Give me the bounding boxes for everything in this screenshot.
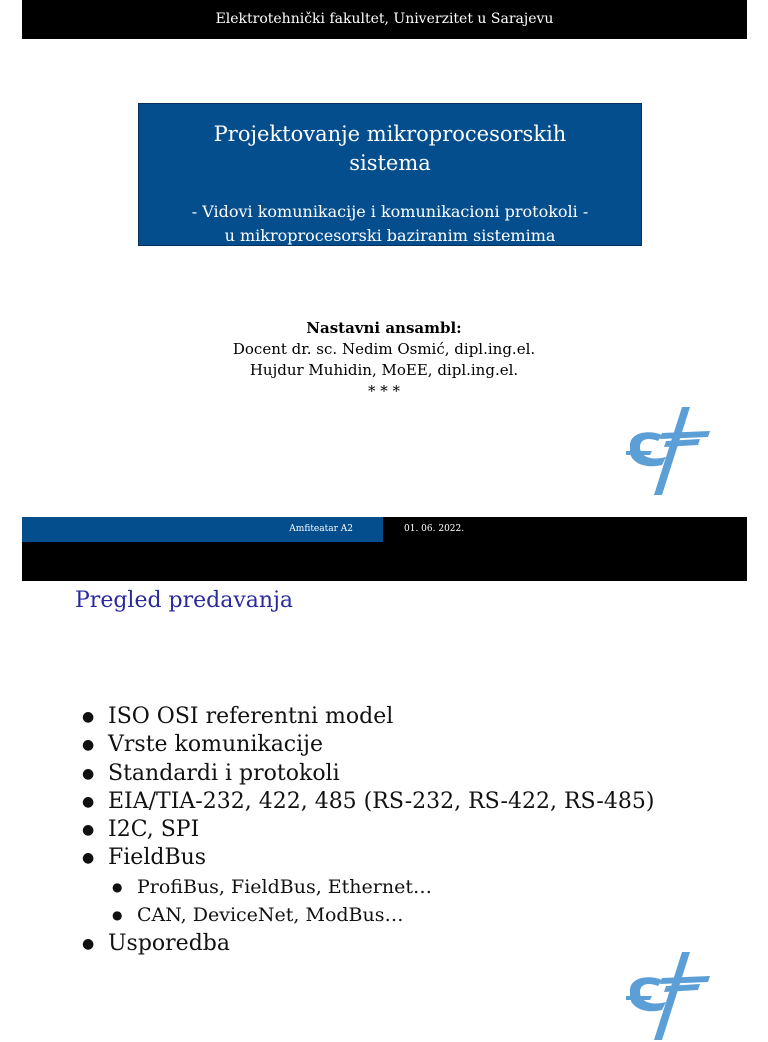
overview-title: Pregled predavanja: [75, 588, 294, 613]
list-item: ● FieldBus: [78, 844, 738, 872]
overview-list: [78, 703, 738, 958]
presentation-subtitle: [139, 200, 641, 248]
institution-header: [22, 0, 747, 39]
team-member-1: Docent dr. sc. Nedim Osmić, dipl.ing.el.: [232, 340, 536, 358]
subtitle-line-1: - Vidovi komunikacije i komunikacioni protokoli -: [191, 202, 589, 221]
list-item: ● Standardi i protokoli: [78, 760, 738, 788]
bullet-icon: ●: [82, 765, 95, 782]
etf-logo-icon: [622, 405, 714, 497]
title-box: [138, 103, 642, 246]
sub-list-item: ● CAN, DeviceNet, ModBus…: [78, 901, 738, 930]
team-member-2: Hujdur Muhidin, MoEE, dipl.ing.el.: [249, 361, 519, 379]
teaching-team: [0, 318, 768, 402]
bullet-icon: ●: [82, 850, 95, 867]
title-line-2: sistema: [349, 151, 431, 175]
sub-list-item: ● ProfiBus, FieldBus, Ethernet…: [78, 873, 738, 902]
bullet-icon: ●: [82, 737, 95, 754]
bullet-icon: ●: [112, 908, 123, 923]
bullet-icon: ●: [82, 935, 95, 952]
title-slide-footer: [22, 517, 747, 581]
bullet-icon: ●: [82, 793, 95, 810]
team-heading: Nastavni ansambl:: [306, 319, 462, 337]
etf-logo-icon: [622, 950, 714, 1042]
bullet-icon: ●: [112, 879, 123, 894]
room-label: Amfiteatar A2: [22, 517, 383, 542]
list-item: ● EIA/TIA-232, 422, 485 (RS-232, RS-422, RS-485): [78, 788, 738, 816]
subtitle-line-2: u mikroprocesorski baziranim sistemima: [224, 226, 556, 245]
list-item: ● ISO OSI referentni model: [78, 703, 738, 731]
title-line-1: Projektovanje mikroprocesorskih: [213, 122, 567, 146]
bullet-icon: ●: [82, 709, 95, 725]
institution-name: Elektrotehnički fakultet, Univerzitet u Sarajevu: [215, 11, 554, 27]
bullet-icon: ●: [82, 822, 95, 839]
date-label: 01. 06. 2022.: [404, 524, 465, 534]
list-item: ● Vrste komunikacije: [78, 731, 738, 759]
list-item: ● Usporedba: [78, 930, 738, 958]
list-item: ● I2C, SPI: [78, 816, 738, 844]
presentation-title: [139, 120, 641, 178]
separator: * * *: [367, 382, 401, 400]
